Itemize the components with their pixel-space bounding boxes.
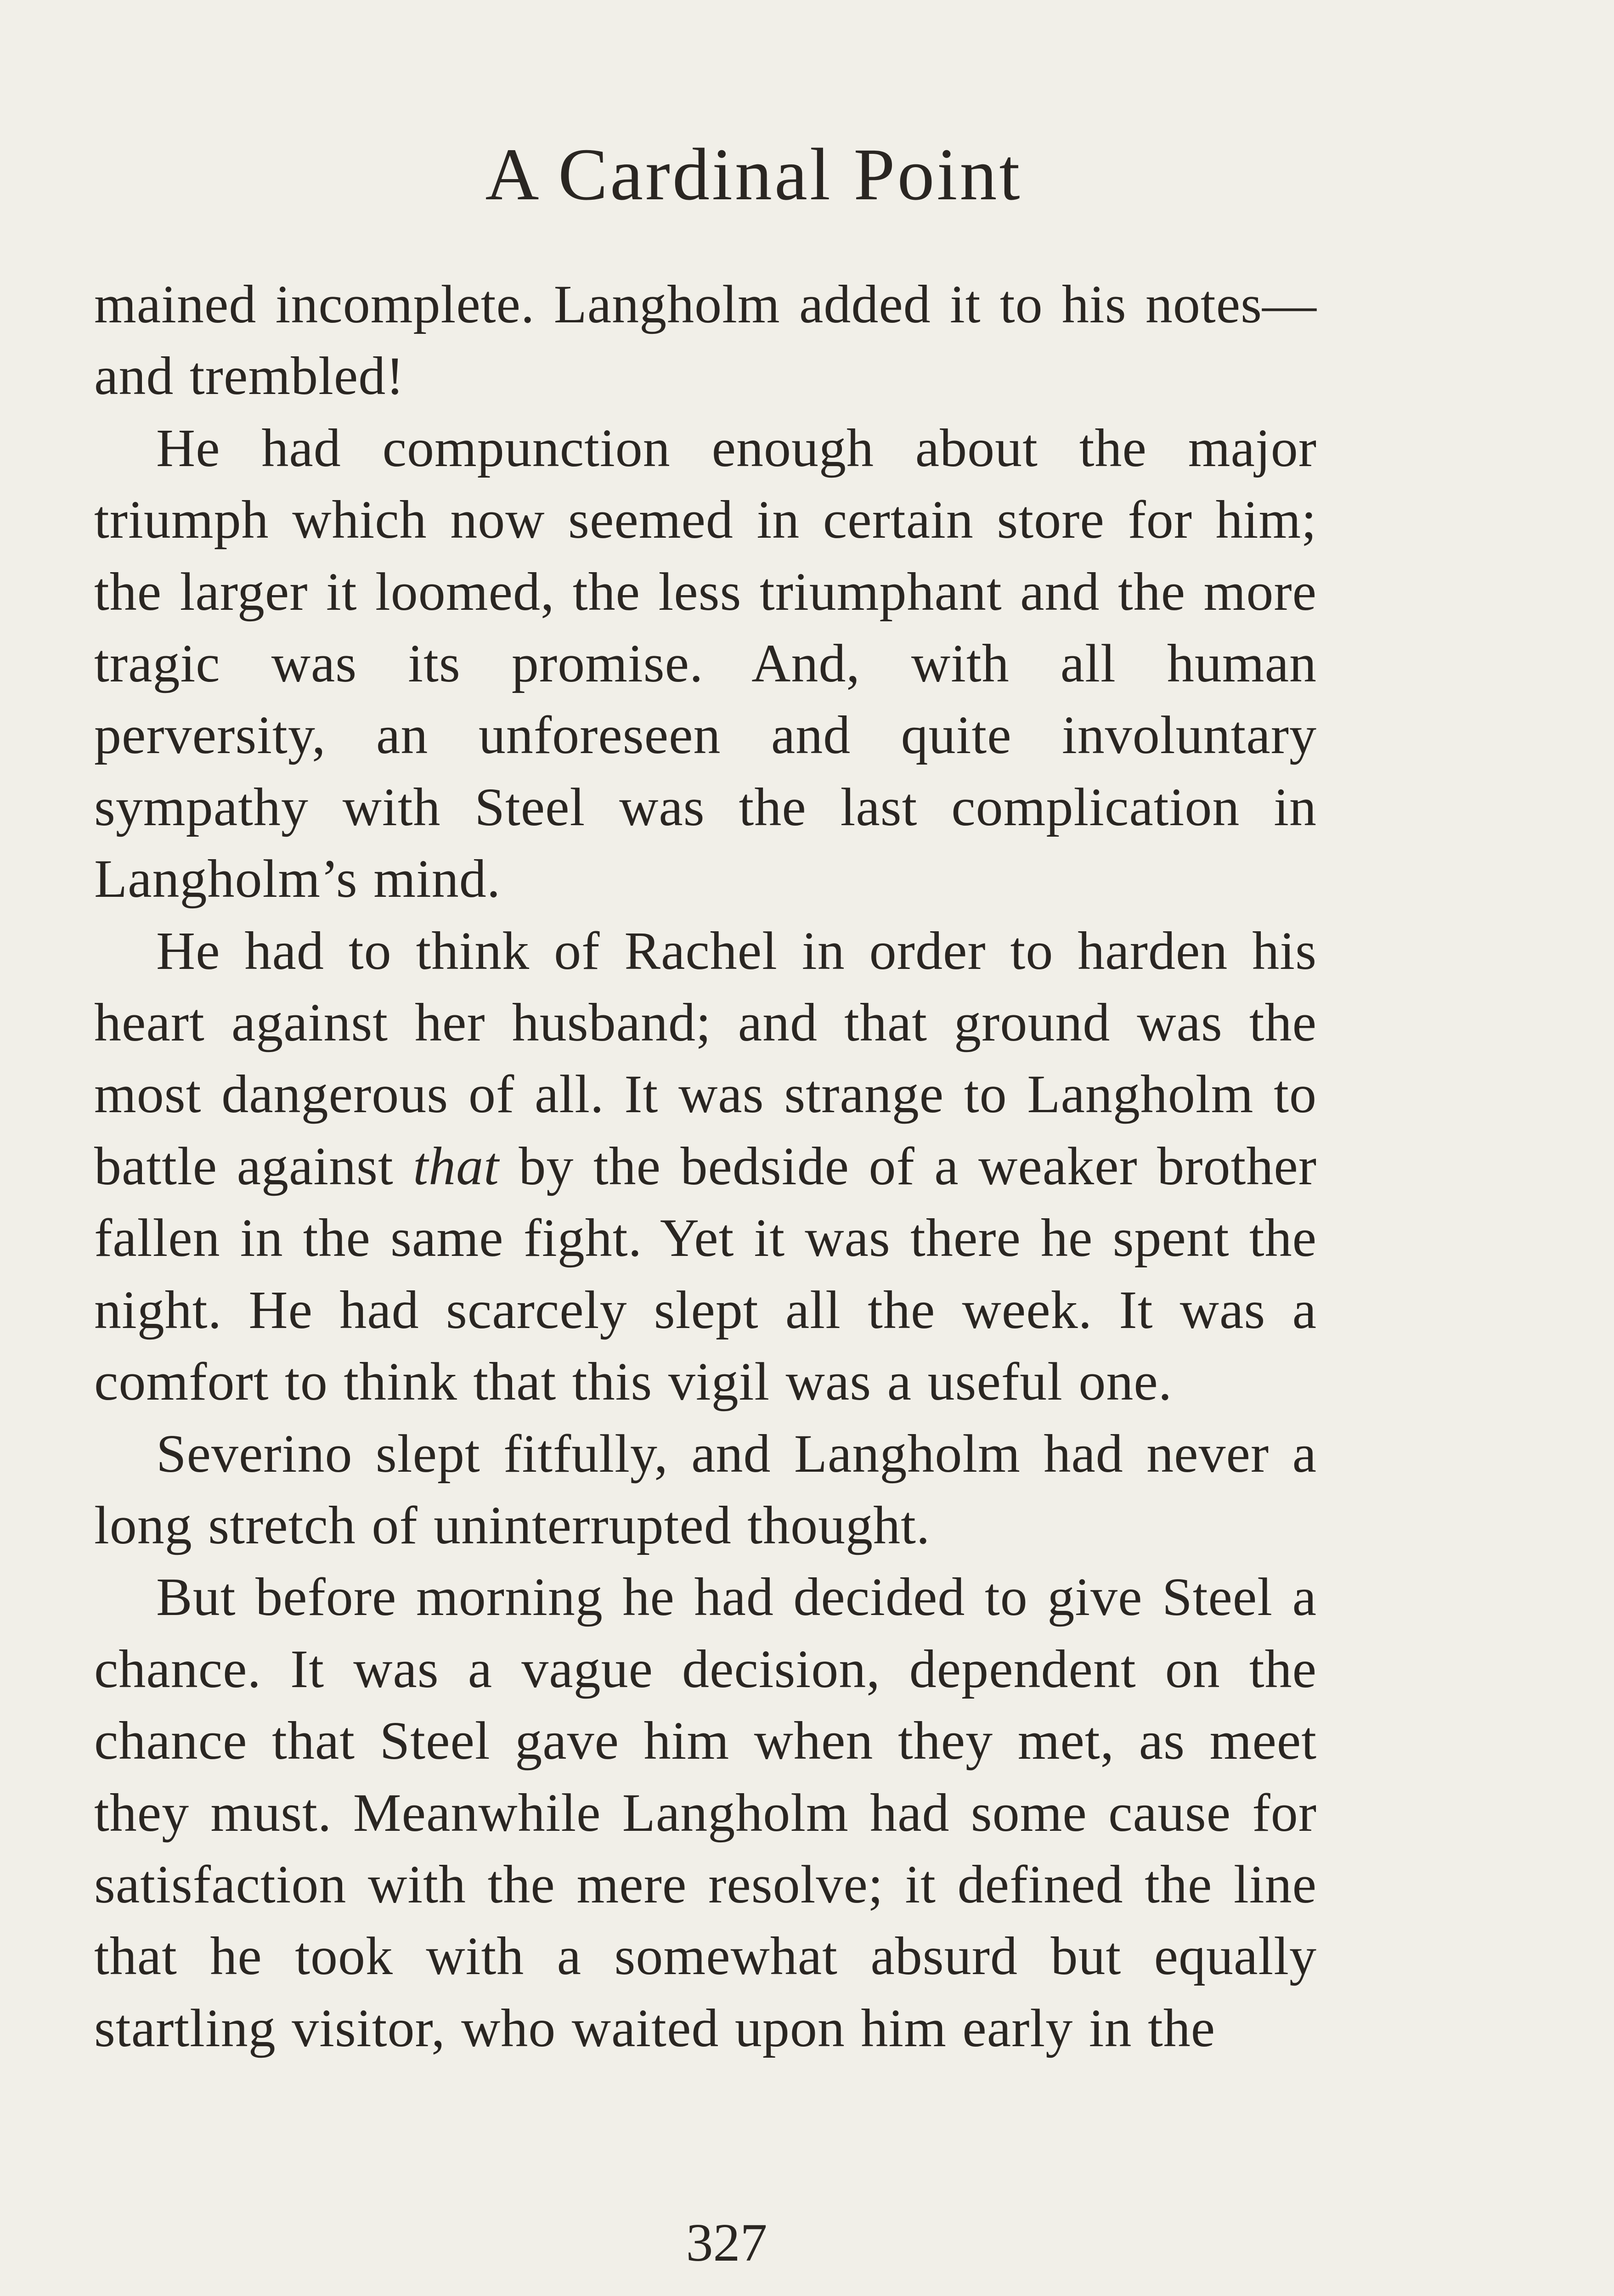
running-title-text: A Cardinal Point (485, 134, 1022, 216)
paragraph-text: He had to think of Rachel in order to harden his heart against her husband; and that ground was the most dangerous of all. It was strange to Langholm to battle against (94, 920, 1317, 1196)
emphasis-text: that (413, 1136, 499, 1196)
page-number (0, 2212, 1614, 2273)
paragraph: mained incomplete. Langholm added it to his notes—and trembled! (94, 274, 1317, 406)
page-number-text: 327 (686, 2212, 767, 2273)
body-text (94, 269, 1317, 2064)
running-title (0, 134, 1614, 216)
paragraph-text: by the bedside of a weaker brother fallen in the same fight. Yet it was there he spent the night. He had scarcely slept all the week. It was a comfort to think that this vigil was a useful one. (94, 1136, 1317, 1412)
paragraph: Severino slept fitfully, and Langholm had never a long stretch of uninterrupted thought. (94, 1423, 1317, 1555)
paragraph (94, 915, 1317, 1418)
paragraph: He had compunction enough about the major triumph which now seemed in certain store for him; the larger it loomed, the less triumphant and the more tragic was its promise. And, with all human perversity, an unforeseen and quite involuntary sympathy with Steel was the last complication in Langholm’s mind. (94, 417, 1317, 909)
paragraph: But before morning he had decided to give Steel a chance. It was a vague decision, dependent on the chance that Steel gave him when they met, as meet they must. Meanwhile Langholm had some cause for satisfaction with the mere resolve; it defined the line that he took with a somewhat absurd but equally startling visitor, who waited upon him early in the (94, 1567, 1317, 2058)
